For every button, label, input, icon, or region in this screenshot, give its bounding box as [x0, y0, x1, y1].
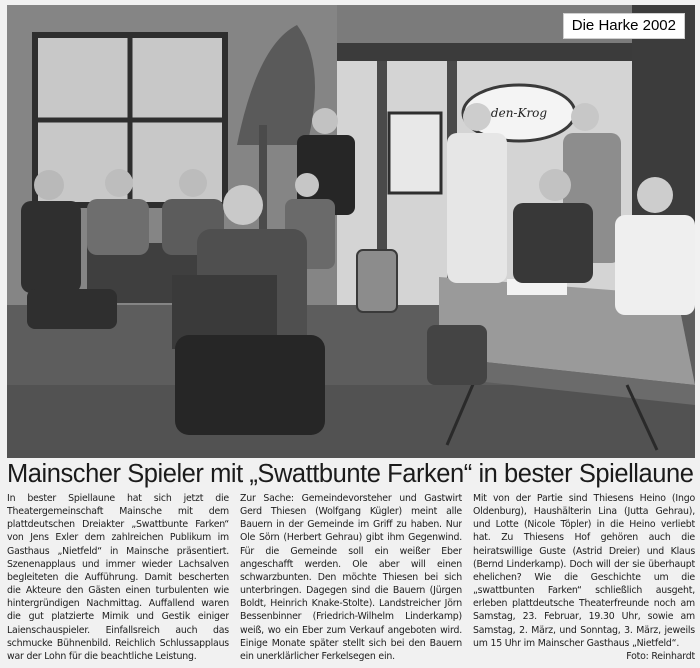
article-body [7, 492, 695, 664]
theater-photo [7, 5, 695, 458]
article-column-1 [7, 492, 229, 664]
krug-sign-text: den-Krog [490, 106, 548, 120]
article-paragraph: In bester Spiellaune hat sich jetzt die Theatergemeinschaft Mainsche mit dem plattdeutschen Dreiakter „Swattbunte Farken“ von Jens Exler dem zahlreichen Publikum im Gasthaus „Nietfeld“ in Mainsche präsentiert. Szenenapplaus und immer wieder Lachsalven begleiteten die Aufführung. Damit bescherten die Akteure den Gästen einen turbulenten wie hintergründigen Nachmittag. Auffallend waren die gut platzierte Mimik und Gestik einiger Laienschauspieler. Einfallsreich auch das schmucke Bühnenbild. Reichlich Schlussapplaus war der Lohn für die beachtliche Leistung. [7, 493, 229, 662]
source-tag: Die Harke 2002 [563, 13, 685, 39]
article-paragraph-text: Mit von der Partie sind Thiesens Heino (Ingo Oldenburg), Haushälterin Lina (Jutta Gehrau), und Lotte (Nicole Töpler) in die Heino verliebt hat. Zu Thiesens Hof gehören auch die heiratswillige Guste (Astrid Dreier) und Klaus (Bernd Linderkamp). Doch will der sie überhaupt ehelichen? Wie die Geschichte um die „swattbunten Farken“ schließlich ausgeht, erleben plattdeutsche Theaterfreunde noch am Samstag, 23. Februar, 19.30 Uhr, sowie am Samstag, 2. März, und Sonntag, 3. März, jeweils um 15 Uhr im Mainscher Gasthaus „Nietfeld“. [473, 493, 695, 649]
article-column-3 [473, 492, 695, 664]
article-column-2 [240, 492, 462, 664]
article-paragraph [473, 492, 695, 662]
headline: Mainscher Spieler mit „Swattbunte Farken“ in bester Spiellaune [7, 460, 694, 488]
photo-credit: Foto: Reinhardt [626, 650, 695, 662]
article-paragraph: Zur Sache: Gemeindevorsteher und Gastwirt Gerd Thiesen (Wolfgang Kügler) meint alle Bauern in der Gemeinde im Griff zu haben. Nur Ole Sörn (Herbert Gehrau) gibt ihm Gegenwind. Für die Gemeinde soll ein weißer Eber angeschafft werden. Ole aber will einen schwarzbunten. Den möchte Thiesen bei sich unterbringen. Dagegen sind die Bauern (Jürgen Boldt, Heinrich Knake-Stolte). Landstreicher Jörn Bessenbinner (Friedrich-Wilhelm Linderkamp) weiß, wo ein Eber zum Verkauf angeboten wird. Einige Monate später stellt sich bei den Bauern ein unerklärlicher Ferkelsegen ein. [240, 493, 462, 662]
